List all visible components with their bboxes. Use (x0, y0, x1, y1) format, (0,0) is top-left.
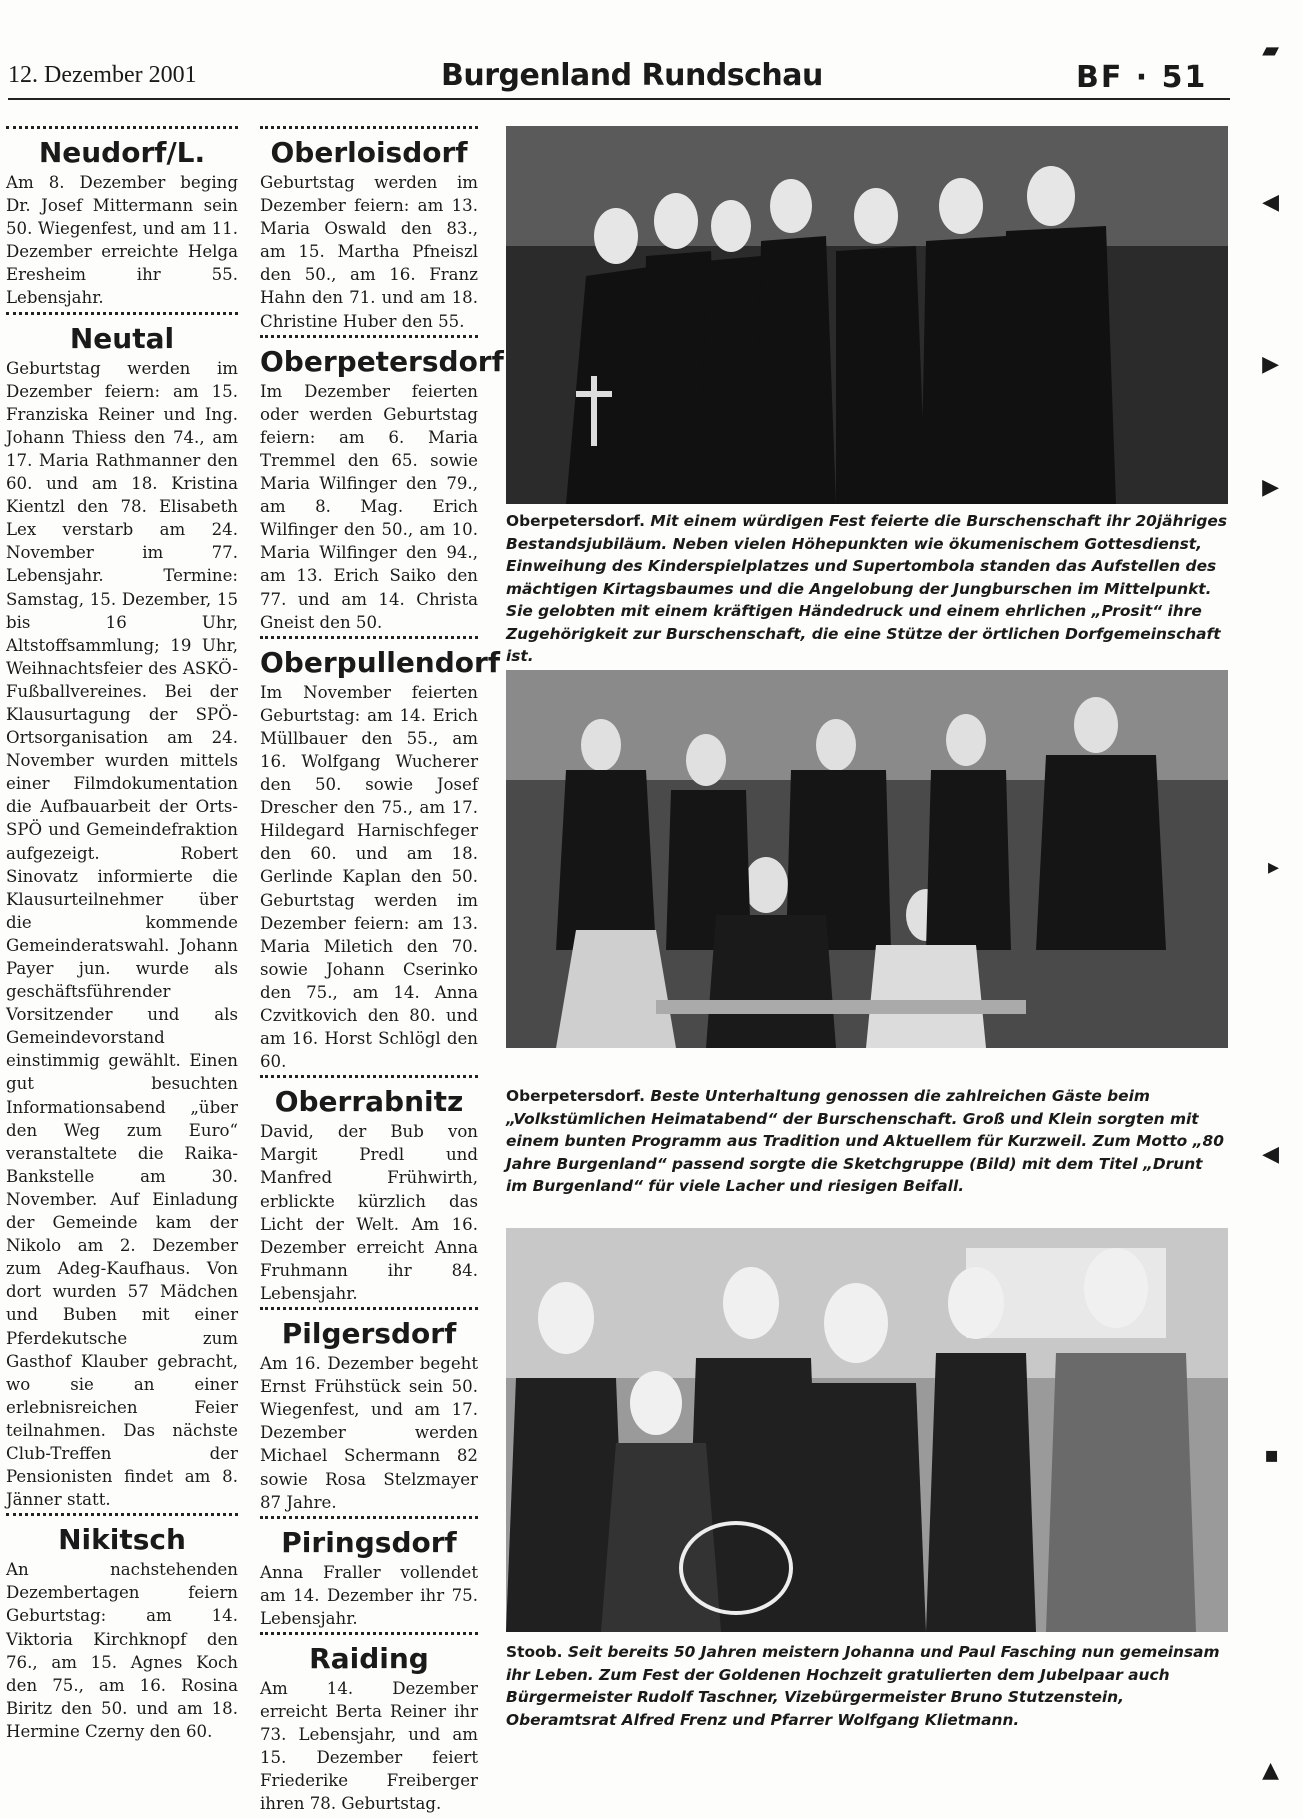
section-text: Geburtstag werden im Dezember feiern: am 13. Maria Oswald den 83., am 15. Martha Pfneiszl den 50., am 16. Franz Hahn den 71. und am 18. Christine Huber den 55. (260, 173, 478, 331)
section-text: Am 16. Dezember begeht Ernst Frühstück sein 50. Wiegenfest, und am 17. Dezember werden Michael Schermann 82 sowie Rosa Stelzmayer 87 Jahre. (260, 1354, 478, 1512)
section-divider (260, 1307, 478, 1314)
section-heading: Raiding (309, 1641, 429, 1675)
scan-mark: ▸ (1267, 855, 1279, 880)
left-column (6, 126, 238, 1745)
page-date: 12. Dezember 2001 (8, 62, 197, 88)
section-divider (260, 335, 478, 342)
photo-heimatabend (506, 670, 1228, 1048)
scan-mark: ▶ (1262, 352, 1279, 377)
section-heading: Oberpullendorf (260, 645, 501, 679)
section-neutal (6, 312, 238, 1512)
scan-mark: ▪ (1264, 1443, 1279, 1468)
caption-text: Beste Unterhaltung genossen die zahlreichen Gäste beim „Volkstümlichen Heimatabend“ der Burschenschaft. Groß und Klein sorgten mit einem bunten Programm aus Tradition und Aktuellem für Kurzweil. Zum Motto „80 Jahre Burgenland“ passend sorgte die Sketchgruppe (Bild) mit dem Titel „Drunt im Burgenland“ für viele Lacher und riesigen Beifall. (506, 1087, 1224, 1195)
section-raiding (260, 1632, 478, 1816)
section-heading: Pilgersdorf (281, 1317, 457, 1351)
scan-mark: ◀ (1262, 1142, 1279, 1167)
section-text: Im November feierten Geburtstag: am 14. Erich Müllbauer den 55., am 16. Wolfgang Wucherer den 50. sowie Josef Drescher den 75., am 17. Hildegard Harnischfeger den 60. und am 18. Gerlinde Kaplan den 50. Geburtstag werden im Dezember feiern: am 13. Maria Miletich den 70. sowie Johann Cserinko den 75., am 14. Anna Czvitkovich den 80. und am 16. Horst Schlögl den 60. (260, 682, 478, 1072)
caption-place: Oberpetersdorf. (506, 1087, 646, 1105)
section-neudorf (6, 126, 238, 310)
section-piringsdorf (260, 1516, 478, 1630)
section-divider (6, 1513, 238, 1520)
section-divider (260, 1516, 478, 1523)
section-text: An nachstehenden Dezembertagen feiern Geburtstag: am 14. Viktoria Kirchknopf den 76., am 15. Agnes Koch den 75., am 16. Rosina Biritz den 50. und am 18. Hermine Czerny den 60. (6, 1560, 238, 1741)
section-oberloisdorf (260, 126, 478, 333)
section-divider (260, 1075, 478, 1082)
section-heading: Oberloisdorf (270, 136, 468, 169)
section-text: Am 14. Dezember erreicht Berta Reiner ihr 73. Lebensjahr, und am 15. Dezember feiert Friederike Freiberger ihren 78. Geburtstag. (260, 1678, 478, 1814)
section-text: Anna Fraller vollendet am 14. Dezember ihr 75. Lebensjahr. (260, 1562, 478, 1628)
scan-mark: ▶ (1262, 475, 1279, 500)
scan-mark: ▰ (1262, 38, 1279, 63)
section-heading: Piringsdorf (281, 1525, 457, 1559)
photo-goldene-hochzeit (506, 1228, 1228, 1632)
caption-text: Mit einem würdigen Fest feierte die Burschenschaft ihr 20jähriges Bestandsjubiläum. Neben vielen Höhepunkten wie ökumenischem Gottesdienst, Einweihung des Kinderspielplatzes und Supertombola standen das Aufstellen des mächtigen Kirtagsbaumes und die Angelobung der Jungburschen im Mittelpunkt. Sie gelobten mit einem kräftigen Händedruck und einem ehrlichen „Prosit“ ihre Zugehörigkeit zur Burschenschaft, die eine Stütze der örtlichen Dorfgemeinschaft ist. (506, 512, 1227, 665)
scan-mark: ◀ (1262, 190, 1279, 215)
section-heading: Neutal (69, 321, 175, 355)
section-divider (260, 1632, 478, 1639)
photo-caption (506, 1085, 1228, 1198)
section-divider (6, 126, 238, 133)
section-heading: Neudorf/L. (38, 136, 206, 169)
section-heading: Nikitsch (58, 1523, 186, 1557)
section-divider (260, 126, 478, 133)
caption-place: Stoob. (506, 1643, 563, 1661)
section-nikitsch (6, 1513, 238, 1743)
section-heading: Oberrabnitz (274, 1085, 464, 1119)
photo-caption (506, 510, 1228, 668)
section-text: Am 8. Dezember beging Dr. Josef Mittermann sein 50. Wiegenfest, und am 11. Dezember erreichte Helga Eresheim ihr 55. Lebensjahr. (6, 173, 238, 308)
section-text: Geburtstag werden im Dezember feiern: am 15. Franziska Reiner und Ing. Johann Thiess den 74., am 17. Maria Rathmanner den 60. und am 18. Kristina Kientzl den 78. Elisabeth Lex verstarb am 24. November im 77. Lebensjahr. Termine: Samstag, 15. Dezember, 15 bis 16 Uhr, Altstoffsammlung; 19 Uhr, Weihnachtsfeier des ASKÖ-Fußballvereines. Bei der Klausurtagung der SPÖ-Ortsorganisation am 24. November wurden mittels einer Filmdokumentation die Aufbauarbeit der Orts-SPÖ und Gemeindefraktion aufgezeigt. Robert Sinovatz informierte die Klausurteilnehmer über die kommende Gemeinderatswahl. Johann Payer jun. wurde als geschäftsführender Vorsitzender und als Gemeindevorstand einstimmig gewählt. Einen gut besuchten Informationsabend „über den Weg zum Euro“ veranstaltete die Raika-Bankstelle am 30. November. Auf Einladung der Gemeinde kam der Nikolo am 2. Dezember zum Adeg-Kaufhaus. Von dort wurden 57 Mädchen und Buben mit einer Pferdekutsche zum Gasthof Klauber gebracht, wo sie an einer erlebnisreichen Feier teilnahmen. Das nächste Club-Treffen der Pensionisten findet am 8. Jänner statt. (6, 358, 238, 1510)
photo-caption (506, 1641, 1228, 1731)
caption-text: Seit bereits 50 Jahren meistern Johanna und Paul Fasching nun gemeinsam ihr Leben. Zum Fest der Goldenen Hochzeit gratulierten dem Jubelpaar auch Bürgermeister Rudolf Taschner, Vizebürgermeister Bruno Stutzenstein, Oberamtsrat Alfred Frenz und Pfarrer Wolfgang Klietmann. (506, 1643, 1220, 1729)
section-heading: Oberpetersdorf (260, 344, 504, 378)
section-divider (260, 636, 478, 643)
section-divider (6, 312, 238, 319)
page-title: Burgenland Rundschau (441, 58, 823, 93)
middle-column (260, 126, 504, 1818)
section-oberpullendorf (260, 636, 501, 1074)
scan-mark: ▲ (1262, 1758, 1279, 1783)
photo-burschenschaft (506, 126, 1228, 504)
header-rule (8, 98, 1230, 100)
section-pilgersdorf (260, 1307, 478, 1514)
section-text: Im Dezember feierten oder werden Geburtstag feiern: am 6. Maria Tremmel den 65. sowie Maria Wilfinger den 79., am 8. Mag. Erich Wilfinger den 50., am 10. Maria Wilfinger den 94., am 13. Erich Saiko den 77. und am 14. Christa Gneist den 50. (260, 381, 478, 632)
page-number: BF · 51 (1076, 60, 1208, 95)
section-text: David, der Bub von Margit Predl und Manfred Frühwirth, erblickte kürzlich das Licht der Welt. Am 16. Dezember erreicht Anna Fruhmann ihr 84. Lebensjahr. (260, 1122, 478, 1303)
caption-place: Oberpetersdorf. (506, 512, 646, 530)
section-oberrabnitz (260, 1075, 478, 1305)
section-oberpetersdorf (260, 335, 504, 634)
